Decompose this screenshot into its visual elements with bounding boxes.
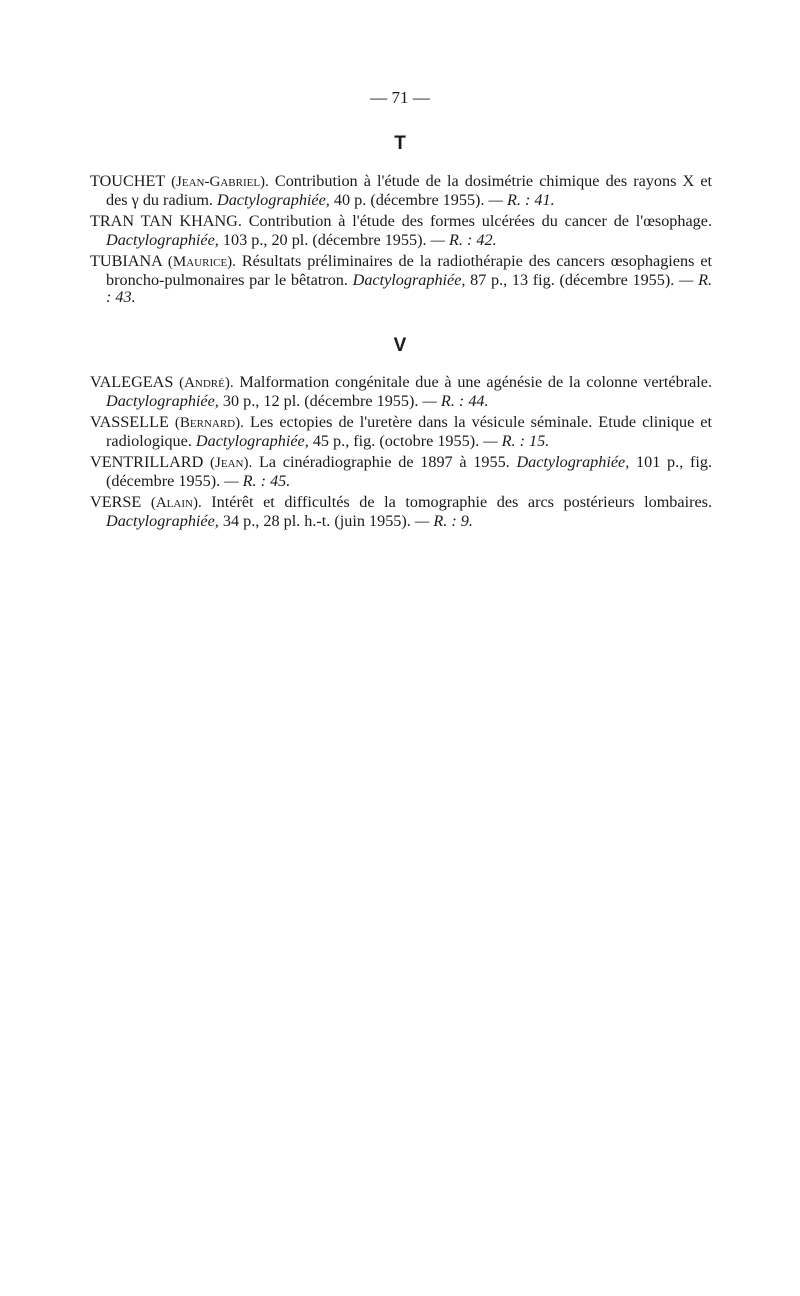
entry-publication: Dactylographiée, xyxy=(352,270,466,289)
entry-title: Contribution à l'étude de la dosimétrie chimique des rayons X et des γ du radium. xyxy=(106,172,712,209)
author-surname: TRAN TAN KHANG. xyxy=(90,212,242,230)
author-surname: VERSE xyxy=(90,493,142,511)
author-surname: VASSELLE xyxy=(90,413,169,431)
bibliography-entry xyxy=(90,173,712,209)
entry-publication: Dactylographiée, xyxy=(106,511,219,530)
entry-publication: Dactylographiée, xyxy=(516,453,630,471)
entry-title: La cinéradiographie de 1897 à 1955. xyxy=(252,453,517,471)
author-surname: TOUCHET xyxy=(90,172,165,190)
entry-details: 34 p., 28 pl. h.-t. (juin 1955). xyxy=(218,511,415,530)
entry-reference: — R. : 45. xyxy=(224,471,291,490)
author-surname: VALEGEAS xyxy=(90,373,174,391)
section-v-entries xyxy=(90,374,712,534)
bibliography-entry xyxy=(90,253,712,307)
author-surname: VENTRILLARD xyxy=(90,453,204,471)
entry-details: 101 p., fig. (décembre 1955). xyxy=(106,453,712,490)
author-firstname: (Jean-Gabriel). xyxy=(171,174,269,190)
entry-publication: Dactylographiée, xyxy=(195,431,309,450)
entry-reference: — R. : 43. xyxy=(106,270,713,306)
bibliography-entry xyxy=(90,213,712,249)
section-t-entries xyxy=(90,173,712,311)
bibliography-entry xyxy=(90,494,712,530)
entry-title: Résultats préliminaires de la radiothérapie des cancers œsophagiens et broncho-pulmonaires par le bêtatron. xyxy=(106,252,712,289)
entry-reference: — R. : 9. xyxy=(414,511,473,530)
entry-title: Contribution à l'étude des formes ulcérées du cancer de l'œsophage. xyxy=(241,212,713,230)
author-firstname: (Jean). xyxy=(210,455,253,471)
entry-title: Malformation congénitale due à une agénésie de la colonne vertébrale. xyxy=(233,373,713,391)
author-surname: TUBIANA xyxy=(90,252,162,270)
author-firstname: (Bernard). xyxy=(174,415,244,431)
section-letter-v: V xyxy=(393,335,407,356)
entry-details: 45 p., fig. (octobre 1955). xyxy=(308,431,484,450)
bibliography-entry xyxy=(90,374,712,410)
entry-publication: Dactylographiée, xyxy=(106,391,219,410)
entry-details: 87 p., 13 fig. (décembre 1955). xyxy=(465,270,679,289)
entry-reference: — R. : 42. xyxy=(430,230,497,249)
bibliography-entry xyxy=(90,414,712,450)
section-letter-t: T xyxy=(394,133,406,154)
entry-details: 40 p. (décembre 1955). xyxy=(329,190,489,209)
author-firstname: (Alain). xyxy=(150,495,202,511)
entry-publication: Dactylographiée, xyxy=(217,190,330,209)
entry-publication: Dactylographiée, xyxy=(106,230,219,249)
bibliography-entry xyxy=(90,454,712,490)
entry-details: 103 p., 20 pl. (décembre 1955). xyxy=(218,230,431,249)
entry-title: Intérêt et difficultés de la tomographie des arcs postérieurs lombaires. xyxy=(201,493,713,511)
page-number: — 71 — xyxy=(370,88,430,107)
entry-reference: — R. : 44. xyxy=(422,391,489,410)
entry-reference: — R. : 15. xyxy=(483,431,550,450)
author-firstname: (André). xyxy=(179,375,234,391)
entry-details: 30 p., 12 pl. (décembre 1955). xyxy=(218,391,423,410)
entry-title: Les ectopies de l'uretère dans la vésicule séminale. Etude clinique et radiologique. xyxy=(106,413,712,450)
author-firstname: (Maurice). xyxy=(167,254,236,270)
entry-reference: — R. : 41. xyxy=(488,190,555,209)
